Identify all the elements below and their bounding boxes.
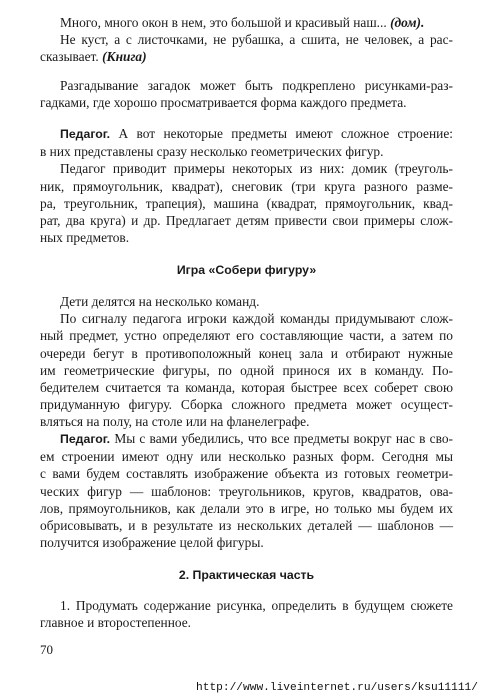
text-line: Педагог приводит примеры некоторых из них: домик (треуголь- [60,161,453,177]
practical-item [40,597,453,631]
text-line: лов, прямоугольников, как делали это в игре, но только мы будем их [40,500,453,516]
text-line: Разгадывание загадок может быть подкреплено рисунками-раз- [60,78,453,93]
text-line: ный предмет, устно определяют его составляющие части, а затем по [40,328,453,344]
text-line: с вами будем составлять изображение объекта из готовых геометри- [40,466,453,482]
text-line [40,430,453,448]
text-line: рат, два круга) и др. Предлагает детям привести свои примеры слож- [40,213,453,229]
text-line: ем строении имеют одну или несколько разных форм. Сегодня мы [40,449,453,465]
text-line: ник, прямоугольник, квадрат), снеговик (три круга разного разме- [40,178,453,194]
text-line: в них представлены сразу несколько геометрических фигур. [40,144,384,160]
speech-text: Мы с вами убедились, что все предметы вокруг нас в сво- [114,431,453,446]
game-description [40,293,453,431]
text-line [40,125,453,143]
paragraph-riddle-drawings [40,77,453,111]
text-line: ра, треугольник, трапеция), машина (квадрат, прямоугольник, квад- [40,195,453,211]
riddle-answer: (дом). [390,15,425,30]
riddle-text: Много, много окон в нем, это большой и красивый наш... [60,15,387,30]
game-heading: Игра «Собери фигуру» [176,263,317,277]
watermark-url: http://www.liveinternet.ru/users/ksu11111/ [196,682,478,694]
text-line: получится изображение целой фигуры. [40,535,264,551]
speaker-label: Педагог. [60,127,111,141]
text-line: им геометрические фигуры, по одной принося их в команду. По- [40,362,453,378]
text-line: бедителем считается та команда, которая быстрее всех соберет свою [40,380,453,396]
text-line: ческих фигур — шаблонов: треугольников, кругов, квадратов, ова- [40,483,453,499]
teacher-paragraph-2 [40,430,453,551]
text-line: ных предметов. [40,230,130,246]
text-line: вляться на полу, на столе или на фланелеграфе. [40,414,310,430]
section-heading: 2. Практическая часть [178,568,315,582]
text-line: очереди бегут в противоположный конец зала и отбирают нужные [40,345,453,361]
page-number: 70 [40,642,53,657]
text-line: По сигналу педагога игроки каждой команды придумывают слож- [60,311,453,327]
riddle-text: сказывает. [40,49,99,65]
text-line: Дети делятся на несколько команд. [60,294,260,309]
speech-text: А вот некоторые предметы имеют сложное строение: [118,126,453,141]
riddle-line [40,14,453,31]
text-line: 1. Продумать содержание рисунка, определить в будущем сюжете [60,598,453,613]
riddle-line [40,48,453,65]
text-line: обрисовывать, и в результате из нескольких деталей — шаблонов — [40,518,453,534]
riddle-line: Не куст, а с листочками, не рубашка, а сшита, не человек, а рас- [60,32,453,48]
text-line: придуманную фигуру. Сборка сложного предмета может осущест- [40,397,453,413]
riddle-answer: (Книга) [102,49,147,65]
text-line: главное и второстепенное. [40,615,192,631]
riddle-block [40,14,453,66]
teacher-paragraph-1 [40,125,453,246]
text-line: гадками, где хорошо просматривается форма каждого предмета. [40,95,407,111]
speaker-label: Педагог. [60,432,111,446]
